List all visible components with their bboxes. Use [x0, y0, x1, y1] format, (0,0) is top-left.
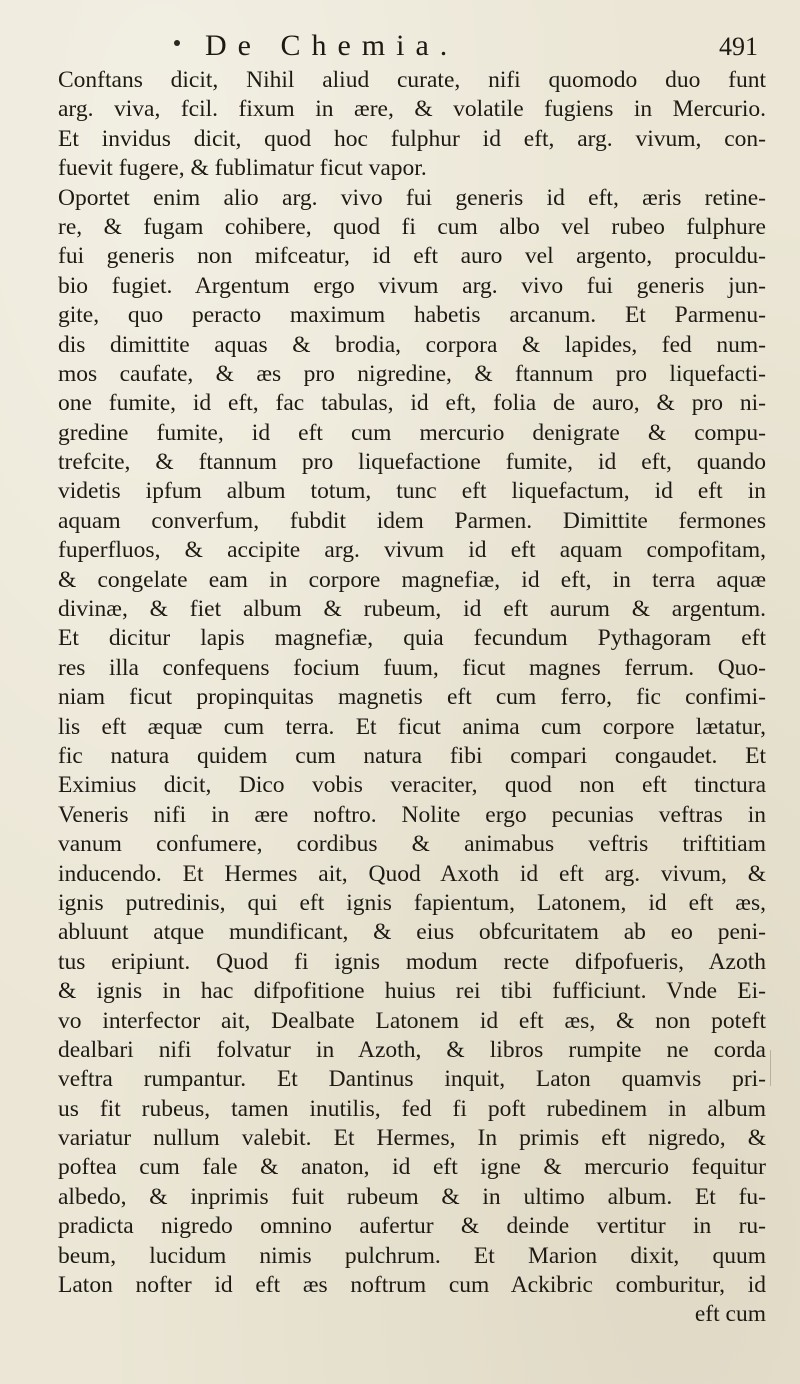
text-line: videtis ipfum album totum, tunc eft liquefactum, id eft in: [58, 478, 766, 505]
text-line: fuperfluos, & accipite arg. vivum id eft aquam compofitam,: [58, 537, 766, 564]
body-text: [58, 66, 766, 1330]
running-head: [0, 26, 800, 66]
text-line: vo interfector ait, Dealbate Latonem id eft æs, & non poteft: [58, 1007, 766, 1034]
page-header-title: De Chemia.: [205, 29, 459, 62]
text-line: fic natura quidem cum natura fibi compari congaudet. Et: [58, 742, 766, 769]
text-line: bio fugiet. Argentum ergo vivum arg. vivo fui generis jun-: [58, 272, 766, 299]
text-line: inducendo. Et Hermes ait, Quod Axoth id eft arg. vivum, &: [58, 860, 766, 887]
text-line: trefcite, & ftannum pro liquefactione fumite, id eft, quando: [58, 449, 766, 476]
text-line: abluunt atque mundificant, & eius obfcuritatem ab eo peni-: [58, 919, 766, 946]
text-line: fuevit fugere, & fublimatur ficut vapor.: [58, 155, 427, 182]
text-line: Laton nofter id eft æs noftrum cum Ackibric comburitur, id: [58, 1272, 766, 1299]
text-line: albedo, & inprimis fuit rubeum & in ultimo album. Et fu-: [58, 1183, 766, 1210]
text-line: aquam converfum, fubdit idem Parmen. Dimittite fermones: [58, 507, 766, 534]
text-line: poftea cum fale & anaton, id eft igne & mercurio fequitur: [58, 1154, 766, 1181]
text-line: fui generis non mifceatur, id eft auro vel argento, proculdu-: [58, 243, 766, 270]
text-line: tus eripiunt. Quod fi ignis modum recte difpofueris, Azoth: [58, 948, 766, 975]
text-line: Conftans dicit, Nihil aliud curate, nifi quomodo duo funt: [58, 67, 766, 93]
text-line: beum, lucidum nimis pulchrum. Et Marion dixit, quum: [58, 1242, 766, 1269]
text-line: ignis putredinis, qui eft ignis fapientum, Latonem, id eft æs,: [58, 889, 766, 916]
text-line: Et invidus dicit, quod hoc fulphur id eft, arg. vivum, con-: [58, 125, 766, 152]
ornament-dot: [174, 40, 180, 46]
text-line: Et dicitur lapis magnefiæ, quia fecundum Pythagoram eft: [58, 625, 766, 652]
text-line: dealbari nifi folvatur in Azoth, & libros rumpite ne corda: [58, 1036, 766, 1063]
text-line: Veneris nifi in ære noftro. Nolite ergo pecunias veftras in: [58, 801, 766, 828]
text-line: mos caufate, & æs pro nigredine, & ftannum pro liquefacti-: [58, 360, 766, 387]
text-line: gredine fumite, id eft cum mercurio denigrate & compu-: [58, 419, 766, 446]
text-line: divinæ, & fiet album & rubeum, id eft aurum & argentum.: [58, 596, 766, 623]
page-number: 491: [719, 32, 758, 61]
text-line: vanum confumere, cordibus & animabus veftris triftitiam: [58, 831, 766, 858]
text-line: & congelate eam in corpore magnefiæ, id eft, in terra aquæ: [58, 566, 766, 593]
catchword: eft cum: [694, 1301, 766, 1328]
text-line: one fumite, id eft, fac tabulas, id eft, folia de auro, & pro ni-: [58, 390, 766, 417]
text-line: Eximius dicit, Dico vobis veraciter, quod non eft tinctura: [58, 772, 766, 799]
text-line: niam ficut propinquitas magnetis eft cum ferro, fic confimi-: [58, 684, 766, 711]
text-line: res illa confequens focium fuum, ficut magnes ferrum. Quo-: [58, 654, 766, 681]
text-line: veftra rumpantur. Et Dantinus inquit, Laton quamvis pri-: [58, 1066, 766, 1093]
text-line: re, & fugam cohibere, quod fi cum albo vel rubeo fulphure: [58, 213, 766, 240]
text-line: lis eft æquæ cum terra. Et ficut anima cum corpore lætatur,: [58, 713, 766, 740]
text-line: Oportet enim alio arg. vivo fui generis id eft, æris retine-: [58, 184, 766, 211]
text-line: & ignis in hac difpofitione huius rei tibi fufficiunt. Vnde Ei-: [58, 978, 766, 1005]
text-line: us fit rubeus, tamen inutilis, fed fi poft rubedinem in album: [58, 1095, 766, 1122]
text-line: variatur nullum valebit. Et Hermes, In primis eft nigredo, &: [58, 1125, 766, 1152]
text-line: dis dimittite aquas & brodia, corpora & lapides, fed num-: [58, 331, 766, 358]
text-line: arg. viva, fcil. fixum in ære, & volatile fugiens in Mercurio.: [58, 96, 766, 123]
text-line: gite, quo peracto maximum habetis arcanum. Et Parmenu-: [58, 302, 766, 329]
margin-rule-mark: [770, 1050, 771, 1086]
text-line: pradicta nigredo omnino aufertur & deinde vertitur in ru-: [58, 1213, 766, 1240]
